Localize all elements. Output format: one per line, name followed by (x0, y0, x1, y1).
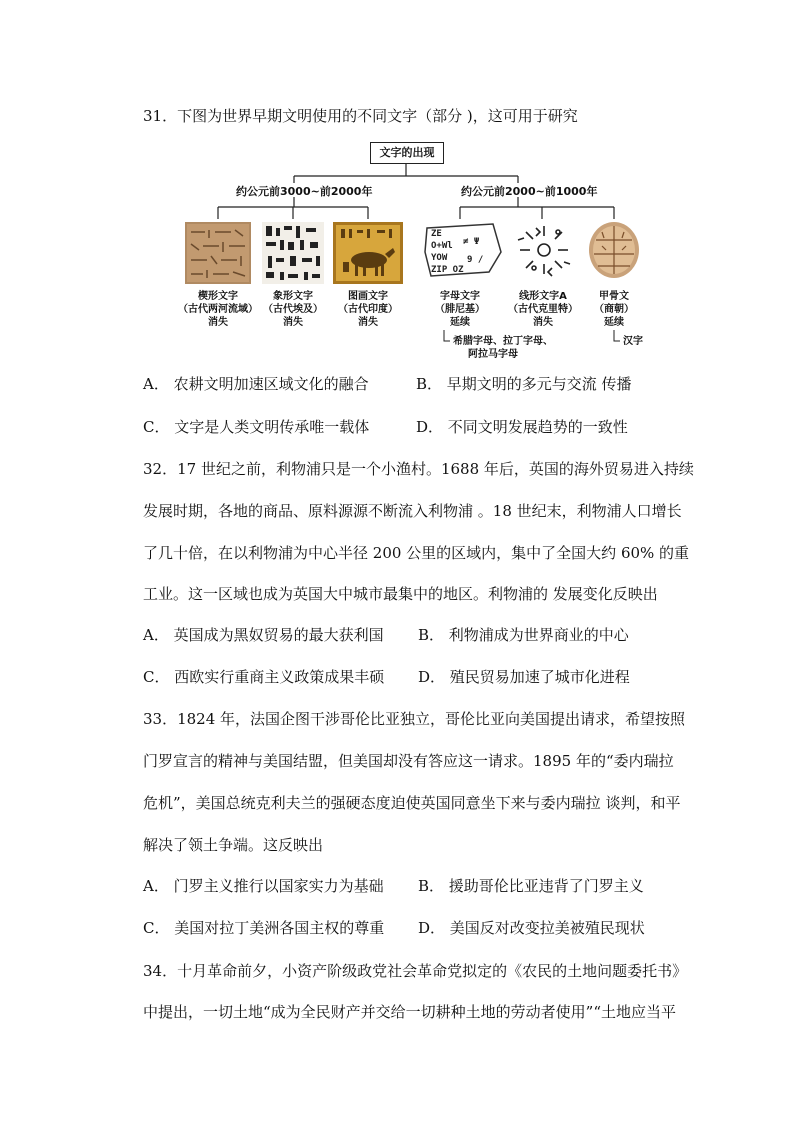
q33-line-4: 解决了领土争端。这反映出 (143, 836, 324, 854)
q31-stem: 31．下图为世界早期文明使用的不同文字（部分 )，这可用于研究 (143, 107, 578, 125)
q33-option-a: A． 门罗主义推行以国家实力为基础 (143, 877, 384, 895)
caption-linear-a: 线形文字A （古代克里特） 消失 (508, 291, 578, 328)
q31-option-c: C． 文字是人类文明传承唯一载体 (143, 418, 370, 436)
alphabet-descendants-line1: 希腊字母、拉丁字母、 (453, 336, 553, 347)
alphabet-descendants-line2: 阿拉马字母 (468, 349, 518, 360)
period-right-label: 约公元前2000~前1000年 (461, 185, 598, 198)
q33-line-1: 33．1824 年，法国企图干涉哥伦比亚独立，哥伦比亚向美国提出请求，希望按照 (143, 710, 686, 728)
svg-text:YOW: YOW (431, 253, 448, 263)
q32-line-2: 发展时期，各地的商品、原料源源不断流入利物浦 。18 世纪末，利物浦人口增长 (143, 502, 682, 520)
q31-option-b: B． 早期文明的多元与交流 传播 (416, 375, 632, 393)
cuneiform-tablet-image (185, 222, 251, 284)
q32-line-4: 工业。这一区域也成为英国大中城市最集中的地区。利物浦的 发展变化反映出 (143, 585, 658, 603)
caption-indus: 图画文字 （古代印度） 消失 (338, 291, 398, 328)
svg-text:≠ Ψ: ≠ Ψ (463, 237, 480, 247)
q32-option-d: D． 殖民贸易加速了城市化进程 (418, 668, 630, 686)
q31-option-a: A． 农耕文明加速区域文化的融合 (143, 375, 369, 393)
q31-option-d: D． 不同文明发展趋势的一致性 (416, 418, 628, 436)
q32-option-a: A． 英国成为黑奴贸易的最大获利国 (143, 626, 384, 644)
oracle-bone-image (586, 220, 642, 280)
q33-option-b: B． 援助哥伦比亚违背了门罗主义 (418, 877, 644, 895)
svg-text:O+Wl: O+Wl (431, 241, 453, 251)
diagram-title: 文字的出现 (370, 142, 444, 164)
linear-a-disk-image (514, 222, 574, 278)
q32-line-1: 32．17 世纪之前，利物浦只是一个小渔村。1688 年后，英国的海外贸易进入持续 (143, 460, 694, 478)
q32-line-3: 了几十倍，在以利物浦为中心半径 200 公里的区域内，集中了全国大约 60% 的重 (143, 544, 690, 562)
q32-option-b: B． 利物浦成为世界商业的中心 (418, 626, 629, 644)
svg-text:ZIP OZ: ZIP OZ (431, 265, 464, 275)
oracle-descendant: 汉字 (623, 336, 643, 347)
caption-oracle-bone: 甲骨文 （商朝） 延续 (594, 291, 634, 328)
hieroglyph-image (262, 222, 324, 284)
svg-text:9 /: 9 / (467, 255, 484, 265)
q34-line-2: 中提出，一切土地“成为全民财产并交给一切耕种土地的劳动者使用”“土地应当平 (143, 1003, 677, 1021)
caption-hieroglyph: 象形文字 （古代埃及） 消失 (263, 291, 323, 328)
caption-cuneiform: 楔形文字 （古代两河流域） 消失 (178, 291, 258, 328)
indus-seal-image (333, 222, 403, 284)
caption-phoenician: 字母文字 （腓尼基） 延续 (435, 291, 485, 328)
svg-text:ZE: ZE (431, 229, 442, 239)
q32-option-c: C． 西欧实行重商主义政策成果丰硕 (143, 668, 385, 686)
q33-option-d: D． 美国反对改变拉美被殖民现状 (418, 919, 645, 937)
phoenician-alphabet-image (423, 222, 503, 278)
q34-line-1: 34．十月革命前夕，小资产阶级政党社会革命党拟定的《农民的土地问题委托书》 (143, 962, 688, 980)
q33-line-3: 危机”，美国总统克利夫兰的强硬态度迫使英国同意坐下来与委内瑞拉 谈判，和平 (143, 794, 681, 812)
q33-line-2: 门罗宣言的精神与美国结盟，但美国却没有答应这一请求。1895 年的“委内瑞拉 (143, 752, 674, 770)
period-left-label: 约公元前3000~前2000年 (236, 185, 373, 198)
q33-option-c: C． 美国对拉丁美洲各国主权的尊重 (143, 919, 385, 937)
